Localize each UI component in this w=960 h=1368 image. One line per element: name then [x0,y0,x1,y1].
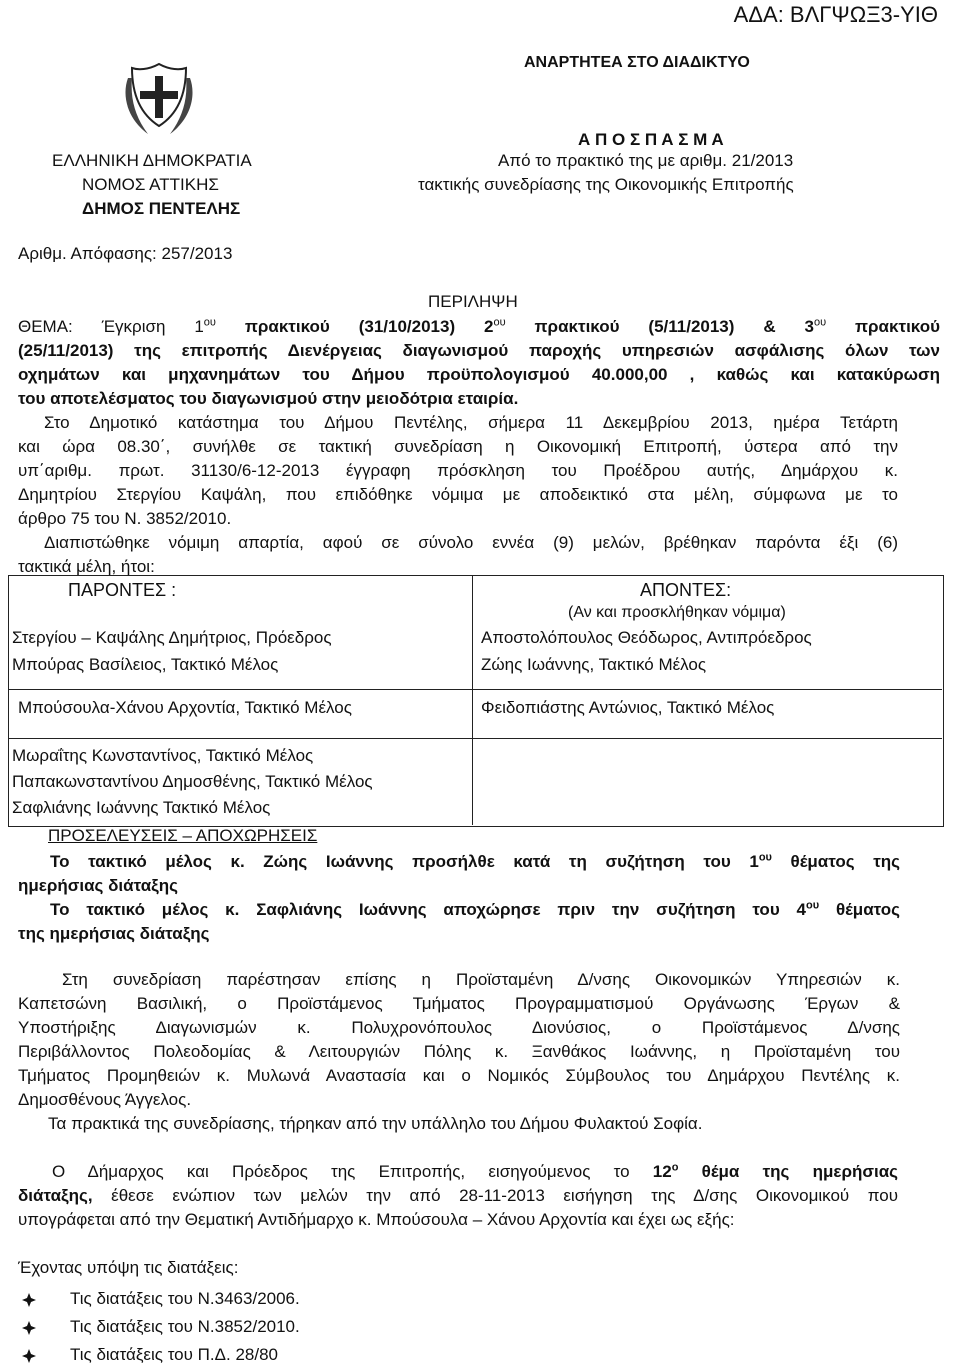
topic-line-2: διάταξης, έθεσε ενώπιον των μελών την από 28-11-2013 εισήγηση της Δ/σης Οικονομικού που [18,1186,898,1205]
diamond-bullet-icon [22,1348,36,1362]
present-header: ΠΑΡΟΝΤΕΣ : [68,580,177,600]
table-rule-1 [8,689,942,690]
table-divider [472,575,473,825]
summary-title: ΠΕΡΙΛΗΨΗ [428,292,518,311]
absent-member: Φειδοπιάστης Αντώνιος, Τακτικό Μέλος [481,698,775,717]
absent-member: Ζώης Ιωάννης, Τακτικό Μέλος [481,655,707,674]
provision-item: Τις διατάξεις του Π.Δ. 28/80 [22,1348,36,1368]
ada-code: ΑΔΑ: ΒΛΓΨΩΞ3-ΥΙΘ [733,2,938,27]
summary-line-4: του αποτελέσματος του διαγωνισμού στην μειοδότρια εταιρία. [18,389,519,408]
intro-line-3: υπ΄αριθμ. πρωτ. 31130/6-12-2013 έγγραφη πρόσκληση του Προέδρου αυτής, Δημάρχου κ. [18,461,898,480]
intro-line-2: και ώρα 08.30΄, συνήλθε σε τακτική συνεδρίαση η Οικονομική Επιτροπή, ύστερα από την [18,437,898,456]
attendance-line-1: Στη συνεδρίαση παρέστησαν επίσης η Προϊσταμένη Δ/νσης Οικονομικών Υπηρεσιών κ. [62,970,900,989]
departure-line-1: Το τακτικό μέλος κ. Σαφλιάνης Ιωάννης αποχώρησε πριν την συζήτηση του $4^{o\upsilon}$ θέματος [50,899,900,919]
excerpt-title: Α Π Ο Σ Π Α Σ Μ Α [578,130,724,149]
topic-line-1: Ο Δήμαρχος και Πρόεδρος της Επιτροπής, εισηγούμενος το $12^o$ θέμα της ημερήσιας [52,1161,898,1181]
arrivals-title: ΠΡΟΣΕΛΕΥΣΕΙΣ – ΑΠΟΧΩΡΗΣΕΙΣ [48,826,318,845]
table-rule-2 [8,738,942,739]
quorum-line-1: Διαπιστώθηκε νόμιμη απαρτία, αφού σε σύνολο εννέα (9) μελών, βρέθηκαν παρόντα έξι (6) [44,533,898,552]
org-line-2: ΝΟΜΟΣ ΑΤΤΙΚΗΣ [82,175,219,194]
intro-line-5: άρθρο 75 του Ν. 3852/2010. [18,509,232,528]
posted-online-label: ΑΝΑΡΤΗΤΕΑ ΣΤΟ ΔΙΑΔΙΚΤΥΟ [524,54,750,71]
absent-note: (Αν και προσκλήθηκαν νόμιμα) [568,604,786,621]
arrival-line-2: ημερήσιας διάταξης [18,876,178,895]
excerpt-line-1: Από το πρακτικό της με αριθμ. 21/2013 [498,151,794,170]
departure-line-2: της ημερήσιας διάταξης [18,924,210,943]
present-member: Σαφλιάνης Ιωάννης Τακτικό Μέλος [12,798,271,817]
present-member: Παπακωνσταντίνου Δημοσθένης, Τακτικό Μέλος [12,772,373,791]
intro-line-1: Στο Δημοτικό κατάστημα του Δήμου Πεντέλης, σήμερα 11 Δεκεμβρίου 2013, ημέρα Τετάρτη [44,413,898,432]
intro-line-4: Δημητρίου Στεργίου Καψάλη, που επιδόθηκε νόμιμα με αποδεικτικό στα μέλη, σύμφωνα με το [18,485,898,504]
decision-number: Αριθμ. Απόφασης: 257/2013 [18,244,233,263]
summary-line-3: οχημάτων και μηχανημάτων του Δήμου προϋπολογισμού 40.000,00 , καθώς και κατακύρωση [18,365,940,384]
absent-member: Αποστολόπουλος Θεόδωρος, Αντιπρόεδρος [481,628,812,647]
attendance-line-5: Τμήματος Προμηθειών κ. Μυλωνά Αναστασία και ο Νομικός Σύμβουλος του Δημάρχου Πεντέλης κ. [18,1066,900,1085]
present-member: Μπούσουλα-Χάνου Αρχοντία, Τακτικό Μέλος [18,698,352,717]
diamond-bullet-icon [22,1292,36,1306]
provisions-lead: Έχοντας υπόψη τις διατάξεις: [18,1258,239,1277]
arrival-line-1: Το τακτικό μέλος κ. Ζώης Ιωάννης προσήλθε κατά τη συζήτηση του $1^{o\upsilon}$ θέματος της [50,851,901,871]
org-line-1: ΕΛΛΗΝΙΚΗ ΔΗΜΟΚΡΑΤΙΑ [52,151,252,170]
present-member: Στεργίου – Καψάλης Δημήτριος, Πρόεδρος [12,628,332,647]
attendance-line-2: Καπετσώνη Βασιλική, ο Προϊστάμενος Τμήματος Προγραμματισμού Οργάνωσης Έργων & [18,994,900,1013]
provision-item: Τις διατάξεις του Ν.3852/2010. [22,1320,36,1340]
summary-line-1: ΘΕΜΑ: Έγκριση $1^{o\upsilon}$ πρακτικού (31/10/2013) $2^{o\upsilon}$ πρακτικού (5/11/2013) & $3^{o\upsilon}$ πρακτικού [18,316,940,336]
attendance-line-4: Περιβάλλοντος Πολεοδομίας & Λειτουργιών Πόλης κ. Ξανθάκος Ιωάννης, η Προϊσταμένη του [18,1042,900,1061]
absent-header: ΑΠΟΝΤΕΣ: [640,580,732,600]
present-member: Μπούρας Βασίλειος, Τακτικό Μέλος [12,655,279,674]
topic-line-3: υπογράφεται από την Θεματική Αντιδήμαρχο κ. Μπούσουλα – Χάνου Αρχοντία και έχει ως εξής: [18,1210,735,1229]
hellenic-emblem [118,58,200,140]
attendance-line-7: Τα πρακτικά της συνεδρίασης, τήρηκαν από την υπάλληλο του Δήμου Φυλακτού Σοφία. [48,1114,703,1133]
present-member: Μωραΐτης Κωνσταντίνος, Τακτικό Μέλος [12,746,314,765]
org-line-3: ΔΗΜΟΣ ΠΕΝΤΕΛΗΣ [82,199,241,218]
excerpt-line-2: τακτικής συνεδρίασης της Οικονομικής Επιτροπής [418,175,794,194]
attendance-line-6: Δημοσθένους Άγγελος. [18,1090,192,1109]
attendance-line-3: Υποστήριξης Διαγωνισμών κ. Πολυχρονόπουλος Διονύσιος, ο Προϊστάμενος Δ/νσης [18,1018,900,1037]
provision-item: Τις διατάξεις του Ν.3463/2006. [22,1292,36,1312]
quorum-line-2: τακτικά μέλη, ήτοι: [18,557,155,576]
diamond-bullet-icon [22,1320,36,1334]
summary-line-2: (25/11/2013) της επιτροπής Διενέργειας διαγωνισμού παροχής υπηρεσιών ασφάλισης όλων των [18,341,940,360]
